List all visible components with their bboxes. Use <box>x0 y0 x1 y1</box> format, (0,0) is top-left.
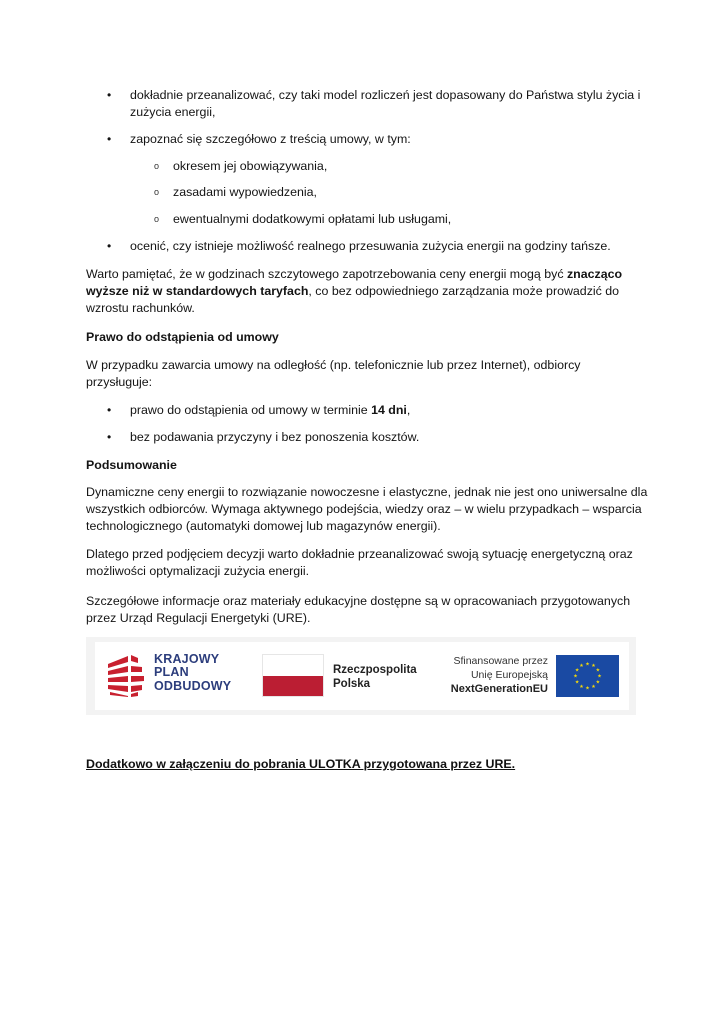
bullet-text: ocenić, czy istnieje możliwość realnego przesuwania zużycia energii na godziny tańsze. <box>130 239 611 253</box>
text-normal: , <box>406 403 411 417</box>
bullet-text: zużycia energii, <box>130 105 216 119</box>
attachment-download-link[interactable]: Dodatkowo w załączeniu do pobrania ULOTKA przygotowana przez URE. <box>86 757 516 771</box>
text-bold: 14 dni <box>371 403 407 417</box>
summary-paragraph-line: technologicznego (automatyki domowej lub magazynów energii). <box>86 519 441 533</box>
warning-paragraph-line: wzrostu rachunków. <box>86 301 195 315</box>
text-bold: znacząco <box>566 267 623 281</box>
svg-text:★: ★ <box>595 667 601 674</box>
summary-paragraph-line: Dynamiczne ceny energii to rozwiązanie nowoczesne i elastyczne, jednak nie jest ono uniwersalne dla <box>86 485 648 499</box>
bullet-icon: • <box>107 88 112 102</box>
svg-text:★: ★ <box>579 663 584 670</box>
summary-paragraph-line: możliwości optymalizacji zużycia energii. <box>86 564 310 578</box>
text-normal: , co bez odpowiedniego zarządzania może prowadzić do <box>308 284 620 298</box>
poland-flag-icon <box>262 654 324 697</box>
sub-bullet-icon: o <box>154 161 160 171</box>
eu-flag-icon <box>556 655 619 697</box>
sub-bullet-icon: o <box>154 187 160 197</box>
svg-text:★: ★ <box>591 663 596 670</box>
sub-bullet-text: zasadami wypowiedzenia, <box>173 185 317 199</box>
kpo-line: PLAN <box>154 665 189 680</box>
svg-text:★: ★ <box>574 679 580 686</box>
bullet-icon: • <box>107 403 112 417</box>
bullet-text: dokładnie przeanalizować, czy taki model rozliczeń jest dopasowany do Państwa stylu życia i <box>130 88 641 102</box>
poland-line: Polska <box>333 678 371 690</box>
sub-bullet-text: ewentualnymi dodatkowymi opłatami lub usługami, <box>173 212 452 226</box>
svg-text:★: ★ <box>573 673 578 680</box>
kpo-line: ODBUDOWY <box>154 678 232 693</box>
summary-paragraph-line: przez Urząd Regulacji Energetyki (URE). <box>86 611 311 625</box>
svg-text:★: ★ <box>585 685 590 692</box>
eu-funding-text <box>430 654 548 696</box>
warning-paragraph-line <box>86 266 622 283</box>
eu-line: NextGenerationEU <box>450 683 548 695</box>
kpo-line: KRAJOWY <box>154 652 220 666</box>
withdrawal-bullet-text <box>130 402 410 419</box>
svg-text:★: ★ <box>585 661 590 668</box>
svg-text:★: ★ <box>579 683 584 690</box>
summary-paragraph-line: Szczegółowe informacje oraz materiały edukacyjne dostępne są w opracowaniach przygotowanych <box>86 594 631 608</box>
bullet-icon: • <box>107 430 112 444</box>
kpo-logo-text <box>154 653 231 693</box>
text-bold: wyższe niż w standardowych taryfach <box>86 284 309 298</box>
svg-text:★: ★ <box>595 679 601 686</box>
svg-text:★: ★ <box>597 673 602 680</box>
text-normal: prawo do odstąpienia od umowy w terminie <box>130 403 372 417</box>
kpo-building-icon <box>104 654 148 697</box>
summary-paragraph-line: Dlatego przed podjęciem decyzji warto dokładnie przeanalizować swoją sytuację energetyczną oraz <box>86 547 633 561</box>
svg-text:★: ★ <box>574 667 580 674</box>
bullet-icon: • <box>107 132 112 146</box>
sub-bullet-text: okresem jej obowiązywania, <box>173 159 328 173</box>
poland-logo-text <box>333 663 417 691</box>
eu-line: Unię Europejską <box>470 669 548 681</box>
withdrawal-bullet-text: bez podawania przyczyny i bez ponoszenia kosztów. <box>130 430 420 444</box>
withdrawal-intro-line: przysługuje: <box>86 375 153 389</box>
svg-text:★: ★ <box>591 683 596 690</box>
summary-paragraph-line: wszystkich odbiorców. Wymaga aktywnego podejścia, wiedzy oraz – w wielu przypadkach – wsparcia <box>86 502 642 516</box>
sub-bullet-icon: o <box>154 214 160 224</box>
withdrawal-intro-line: W przypadku zawarcia umowy na odległość (np. telefonicznie lub przez Internet), odbiorcy <box>86 358 581 372</box>
text-normal: Warto pamiętać, że w godzinach szczytowego zapotrzebowania ceny energii mogą być <box>86 267 567 281</box>
warning-paragraph-line <box>86 283 619 300</box>
eu-line: Sfinansowane przez <box>453 655 548 667</box>
bullet-icon: • <box>107 239 112 253</box>
summary-heading: Podsumowanie <box>86 458 177 472</box>
poland-line: Rzeczpospolita <box>333 664 417 676</box>
bullet-text: zapoznać się szczegółowo z treścią umowy, w tym: <box>130 132 411 146</box>
withdrawal-heading: Prawo do odstąpienia od umowy <box>86 330 279 344</box>
